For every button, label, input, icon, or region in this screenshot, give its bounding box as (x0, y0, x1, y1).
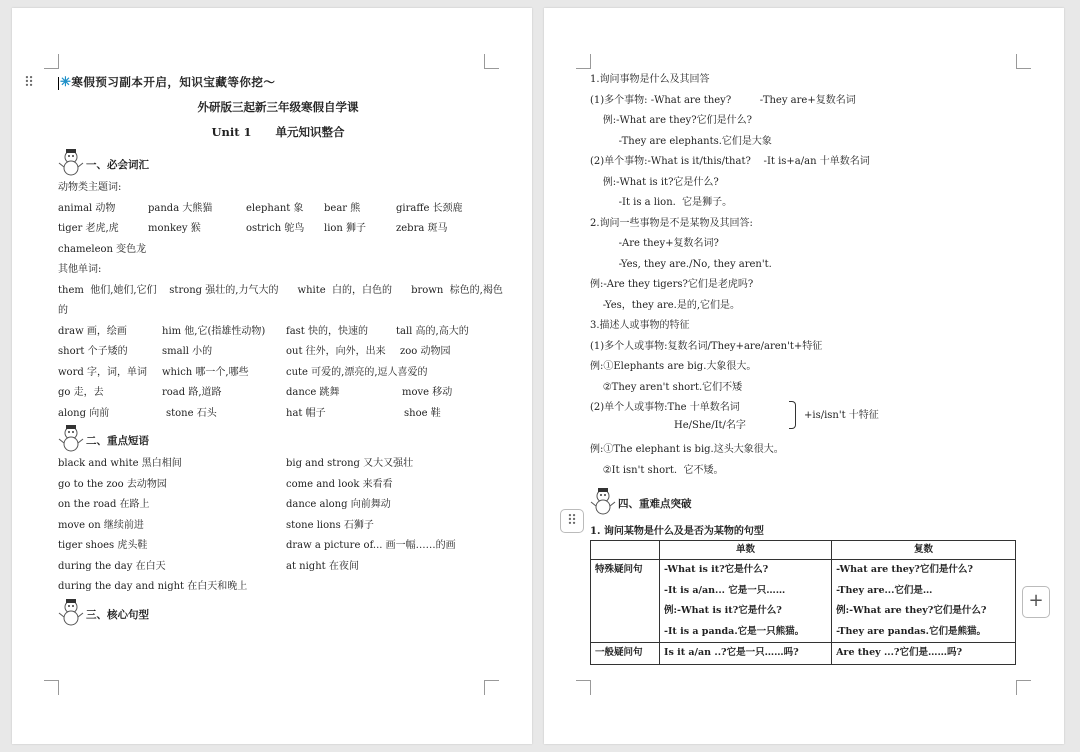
table-cell-plural (832, 560, 1016, 643)
word-row (58, 342, 498, 363)
crop-mark (44, 680, 59, 695)
crop-mark (1016, 54, 1031, 69)
word-entry: black and white 黑白相间 (58, 458, 182, 469)
cell-line: 例:-What are they?它们是什么? (836, 605, 987, 616)
sentence-line: 例:-Are they tigers?它们是老虎吗? (590, 279, 754, 290)
add-block-button[interactable]: + (1022, 586, 1050, 618)
animals-label: 动物类主题词: (58, 182, 122, 193)
phrase-row (58, 454, 498, 475)
animal-words (58, 199, 498, 261)
snowman-icon (590, 487, 616, 515)
word-row (58, 322, 498, 343)
row-label: 特殊疑问句 (591, 560, 660, 643)
table-row (591, 560, 1016, 643)
cell-line: -They are...它们是… (836, 584, 933, 596)
word-entry: tall 高的,高大的 (396, 325, 469, 337)
word-entry: stone 石头 (166, 407, 217, 419)
section-title: 一、必会词汇 (86, 159, 149, 171)
section-title: 四、重难点突破 (618, 498, 692, 510)
sentence-line: -They are elephants.它们是大象 (590, 135, 772, 147)
word-entry: tiger shoes 虎头鞋 (58, 540, 148, 551)
word-row (58, 404, 498, 425)
cell-line: -It is a/an... 它是一只…… (664, 584, 786, 596)
sentence-line: 例:①Elephants are big.大象很大。 (590, 361, 757, 372)
others-label: 其他单词: (58, 264, 102, 275)
section-phrases (58, 424, 498, 454)
word-row (58, 219, 498, 240)
word-entry: dance 跳舞 (286, 387, 340, 398)
left-content (58, 72, 503, 628)
section-sentences (58, 598, 498, 628)
cell-line: 例:-What is it?它是什么? (664, 605, 782, 616)
word-entry: during the day 在白天 (58, 560, 166, 572)
single-line-2: He/She/It/名字 (674, 420, 746, 431)
phrase-row (58, 557, 498, 578)
table-row (591, 643, 1016, 665)
crop-mark (484, 680, 499, 695)
word-entry: road 路,道路 (162, 387, 222, 398)
word-entry: go 走，去 (58, 387, 104, 398)
word-entry: on the road 在路上 (58, 499, 150, 510)
sentence-lines (590, 70, 1020, 398)
word-entry: at night 在夜间 (286, 560, 359, 572)
single-line-1: (2)单个人或事物:The 十单数名词 (590, 402, 740, 413)
word-entry: small 小的 (162, 346, 213, 357)
snowflake-icon: ✳ (60, 75, 72, 90)
crop-mark (44, 54, 59, 69)
sentence-line: -Are they+复数名词? (590, 238, 719, 249)
phrase-row (58, 516, 498, 537)
word-entry: cute 可爱的,漂亮的,逗人喜爱的 (286, 366, 428, 378)
table-header: 单数 (660, 541, 832, 560)
sentence-line: -It is a lion. 它是狮子。 (590, 197, 733, 208)
section-title: 二、重点短语 (86, 435, 149, 447)
sentence-line: 3.描述人或事物的特征 (590, 320, 690, 331)
word-entry: stone lions 石狮子 (286, 519, 374, 531)
table-caption: 1. 询问某物是什么及是否为某物的句型 (590, 526, 764, 537)
crop-mark (1016, 680, 1031, 695)
cell-line: Is it a/an ..?它是一只……吗? (664, 647, 799, 658)
page-left (12, 8, 532, 744)
word-entry: big and strong 又大又强壮 (286, 458, 414, 469)
table-cell-singular (660, 560, 832, 643)
sentence-line: 例:-What is it?它是什么? (590, 176, 719, 188)
others-line: them 他们,她们,它们 strong 强壮的,力气大的 white 白的，白色的 brown 棕色的,褐色 (58, 284, 503, 296)
table-cell-singular (660, 643, 832, 665)
phrase-row (58, 577, 498, 598)
others-line-cont: 的 (58, 305, 68, 316)
word-entry: word 字，词，单词 (58, 366, 147, 378)
word-entry: short 个子矮的 (58, 346, 128, 357)
sentence-line: (1)多个人或事物:复数名词/They+are/aren't+特征 (590, 340, 823, 352)
snowman-icon (58, 148, 84, 176)
word-row (58, 240, 498, 261)
sentence-line: 2.询问一些事物是不是某物及其回答: (590, 217, 753, 229)
sentence-line: ②They aren't short.它们不矮 (590, 381, 743, 393)
block-handle-icon[interactable]: ⠿ (560, 509, 584, 533)
single-subject-block (590, 398, 1020, 440)
word-entry: chameleon 变色龙 (58, 243, 147, 255)
cell-line: -What is it?它是什么? (664, 564, 769, 575)
sentence-line: (1)多个事物: -What are they? -They are+复数名词 (590, 94, 856, 106)
sentence-line: -Yes，they are.是的,它们是。 (590, 299, 740, 311)
phrase-list (58, 454, 498, 598)
word-row (58, 199, 498, 220)
word-entry: come and look 来看看 (286, 478, 393, 490)
word-entry: dance along 向前舞动 (286, 499, 391, 510)
table-header (591, 541, 660, 560)
word-entry: elephant 象 (246, 202, 304, 214)
word-row (58, 363, 498, 384)
text-cursor (58, 77, 59, 90)
phrase-row (58, 495, 498, 516)
word-entry: fast 快的，快速的 (286, 325, 368, 337)
doc-title: 外研版三起新三年级寒假自学课 (197, 100, 359, 114)
other-words (58, 322, 498, 425)
example-line: ②It isn't short. 它不矮。 (590, 464, 724, 476)
word-entry: shoe 鞋 (404, 407, 441, 419)
word-entry: go to the zoo 去动物园 (58, 478, 167, 490)
word-entry: which 哪一个,哪些 (162, 366, 249, 378)
word-entry: move 移动 (402, 387, 453, 398)
word-entry: him 他,它(指雄性动物) (162, 325, 266, 337)
snowman-icon (58, 424, 84, 452)
crop-mark (484, 54, 499, 69)
table-header: 复数 (832, 541, 1016, 560)
crop-mark (576, 680, 591, 695)
snowman-icon (58, 598, 84, 626)
phrase-row (58, 475, 498, 496)
cell-line: -What are they?它们是什么? (836, 564, 973, 575)
sentence-line: 例:-What are they?它们是什么? (590, 115, 752, 126)
sentence-line: -Yes, they are./No, they aren't. (590, 258, 772, 270)
brace-icon (789, 401, 796, 429)
word-entry: ostrich 鸵鸟 (246, 223, 305, 234)
word-entry: draw a picture of... 画一幅……的画 (286, 540, 456, 551)
phrase-row (58, 536, 498, 557)
drag-handle-icon[interactable]: ⠿ (23, 75, 35, 91)
word-row (58, 383, 498, 404)
section-difficulty (590, 487, 1020, 517)
word-entry: lion 狮子 (324, 223, 367, 234)
word-entry: zebra 斑马 (396, 223, 448, 234)
word-entry: move on 继续前进 (58, 519, 144, 531)
word-entry: bear 熊 (324, 202, 361, 214)
cell-line: Are they ...?它们是……吗? (836, 647, 963, 658)
crop-mark (576, 54, 591, 69)
example-lines (590, 440, 1020, 481)
word-entry: draw 画，绘画 (58, 325, 127, 337)
row-label: 一般疑问句 (591, 643, 660, 665)
sentence-table (590, 540, 1016, 665)
word-entry: along 向前 (58, 407, 110, 419)
word-entry: tiger 老虎,虎 (58, 223, 119, 234)
page-right (544, 8, 1064, 744)
cell-line: -They are pandas.它们是熊猫。 (836, 625, 986, 637)
table-cell-plural (832, 643, 1016, 665)
word-entry: panda 大熊猫 (148, 202, 213, 214)
word-entry: giraffe 长颈鹿 (396, 202, 463, 214)
right-content (590, 70, 1020, 517)
unit-title: Unit 1 单元知识整合 (211, 125, 345, 139)
word-entry: zoo 动物园 (400, 346, 451, 357)
word-entry: hat 帽子 (286, 407, 326, 419)
example-line: 例:①The elephant is big.这头大象很大。 (590, 444, 784, 455)
word-entry: during the day and night 在白天和晚上 (58, 581, 248, 592)
single-right: +is/isn't 十特征 (804, 410, 879, 421)
header-line (58, 72, 498, 94)
sentence-line: 1.询问事物是什么及其回答 (590, 74, 710, 85)
word-entry: out 往外，向外，出来 (286, 346, 386, 357)
section-title: 三、核心句型 (86, 608, 149, 621)
word-entry: monkey 猴 (148, 223, 201, 234)
cell-line: -It is a panda.它是一只熊猫。 (664, 625, 805, 637)
word-entry: animal 动物 (58, 202, 116, 214)
section-vocab (58, 148, 498, 178)
sentence-line: (2)单个事物:-What is it/this/that? -It is+a/an 十单数名词 (590, 156, 870, 167)
header-text: 寒假预习副本开启，知识宝藏等你挖～ (71, 75, 276, 89)
table-header-row (591, 541, 1016, 560)
